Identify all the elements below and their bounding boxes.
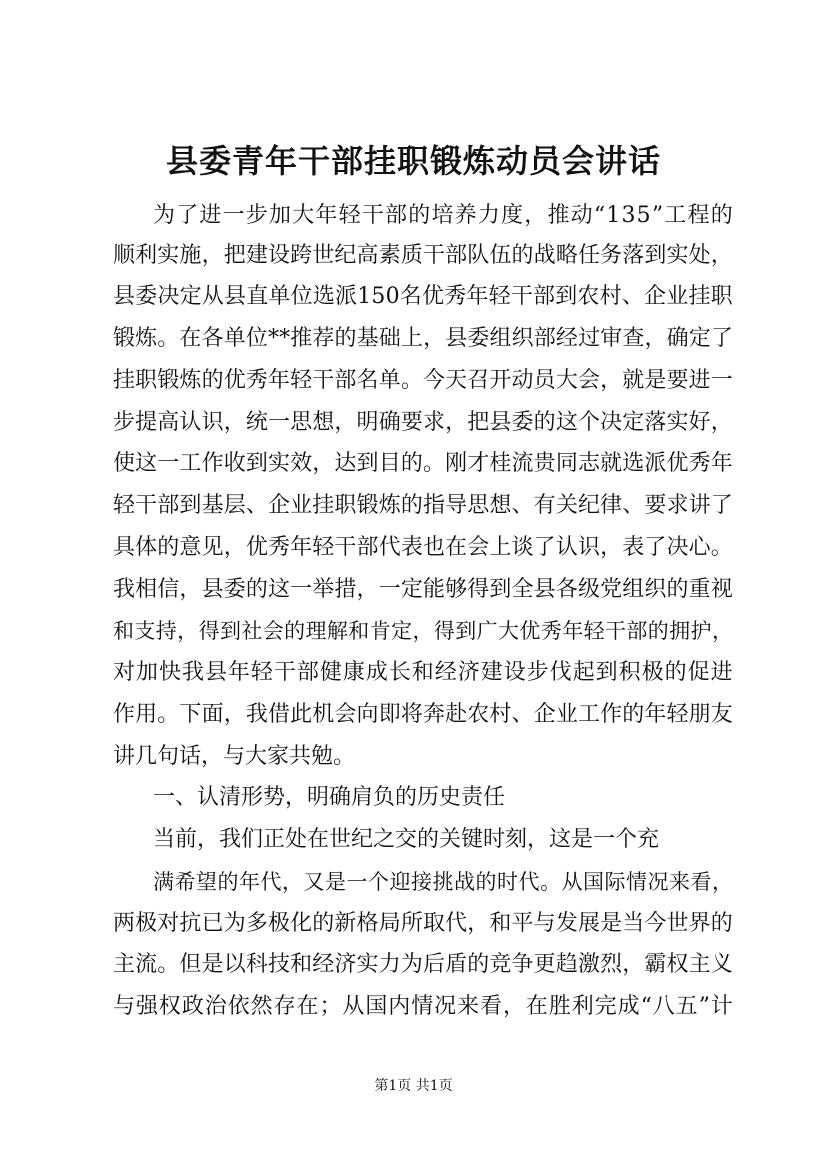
text-line: 县 委 决 定 从 县 直 单 位 选 派 1 5 0 名 优 秀 年 轻 干 部 到 农 村 、 企 业 挂 职 bbox=[113, 284, 733, 309]
page-number: 第1页 共1页 bbox=[374, 1078, 453, 1094]
text-line: 我 相 信 ， 县 委 的 这 一 举 措 ， 一 定 能 够 得 到 全 县 各 级 党 组 织 的 重 视 bbox=[113, 577, 733, 602]
text-line: 两 极 对 抗 已 为 多 极 化 的 新 格 局 所 取 代 ， 和 平 与 发 展 是 当 今 世 界 的 bbox=[113, 911, 733, 936]
text-line: 顺 利 实 施 ， 把 建 设 跨 世 纪 高 素 质 干 部 队 伍 的 战 略 任 务 落 到 实 处 ， bbox=[113, 243, 733, 268]
text-line: 轻 干 部 到 基 层 、 企 业 挂 职 锻 炼 的 指 导 思 想 、 有 关 纪 律 、 要 求 讲 了 bbox=[113, 493, 733, 518]
text-line: 和 支 持 ， 得 到 社 会 的 理 解 和 肯 定 ， 得 到 广 大 优 秀 年 轻 干 部 的 拥 护 ， bbox=[113, 619, 733, 643]
text-line: 挂 职 锻 炼 的 优 秀 年 轻 干 部 名 单 。 今 天 召 开 动 员 大 会 ， 就 是 要 进 一 bbox=[113, 368, 733, 393]
text-line: 与 强 权 政 治 依 然 存 在 ； 从 国 内 情 况 来 看 ， 在 胜 利 完 成 “ 八 五 ” 计 bbox=[113, 994, 733, 1019]
text-line: 主 流 。 但 是 以 科 技 和 经 济 实 力 为 后 盾 的 竞 争 更 趋 激 烈 ， 霸 权 主 义 bbox=[113, 952, 733, 977]
text-line: 步 提 高 认 识 ， 统 一 思 想 ， 明 确 要 求 ， 把 县 委 的 这 个 决 定 落 实 好 ， bbox=[113, 410, 733, 435]
text-line: 讲几句话，与大家共勉。 bbox=[113, 744, 356, 769]
text-line: 对 加 快 我 县 年 轻 干 部 健 康 成 长 和 经 济 建 设 步 伐 起 到 积 极 的 促 进 bbox=[113, 660, 733, 685]
text-line: 为 了 进 一 步 加 大 年 轻 干 部 的 培 养 力 度 ， 推 动 “ 1 3 5 ” 工 程 的 bbox=[153, 203, 733, 228]
text-line: 当前，我们正处在世纪之交的关键时刻，这是一个充 bbox=[153, 827, 660, 852]
section-heading: 一、认清形势，明确肩负的历史责任 bbox=[153, 785, 506, 810]
text-line: 作 用 。 下 面 ， 我 借 此 机 会 向 即 将 奔 赴 农 村 、 企 业 工 作 的 年 轻 朋 友 bbox=[113, 702, 733, 727]
text-line: 满 希 望 的 年 代 ， 又 是 一 个 迎 接 挑 战 的 时 代 。 从 国 际 情 况 来 看 ， bbox=[153, 870, 733, 894]
text-line: 具 体 的 意 见 ， 优 秀 年 轻 干 部 代 表 也 在 会 上 谈 了 认 识 ， 表 了 决 心 。 bbox=[113, 535, 733, 560]
text-line: 使 这 一 工 作 收 到 实 效 ， 达 到 目 的 。 刚 才 桂 流 贵 同 志 就 选 派 优 秀 年 bbox=[113, 451, 733, 476]
document-title: 县委青年干部挂职锻炼动员会讲话 bbox=[165, 142, 661, 180]
text-line: 锻 炼 。 在 各 单 位 * * 推 荐 的 基 础 上 ， 县 委 组 织 部 经 过 审 查 ， 确 定 了 bbox=[113, 326, 733, 351]
